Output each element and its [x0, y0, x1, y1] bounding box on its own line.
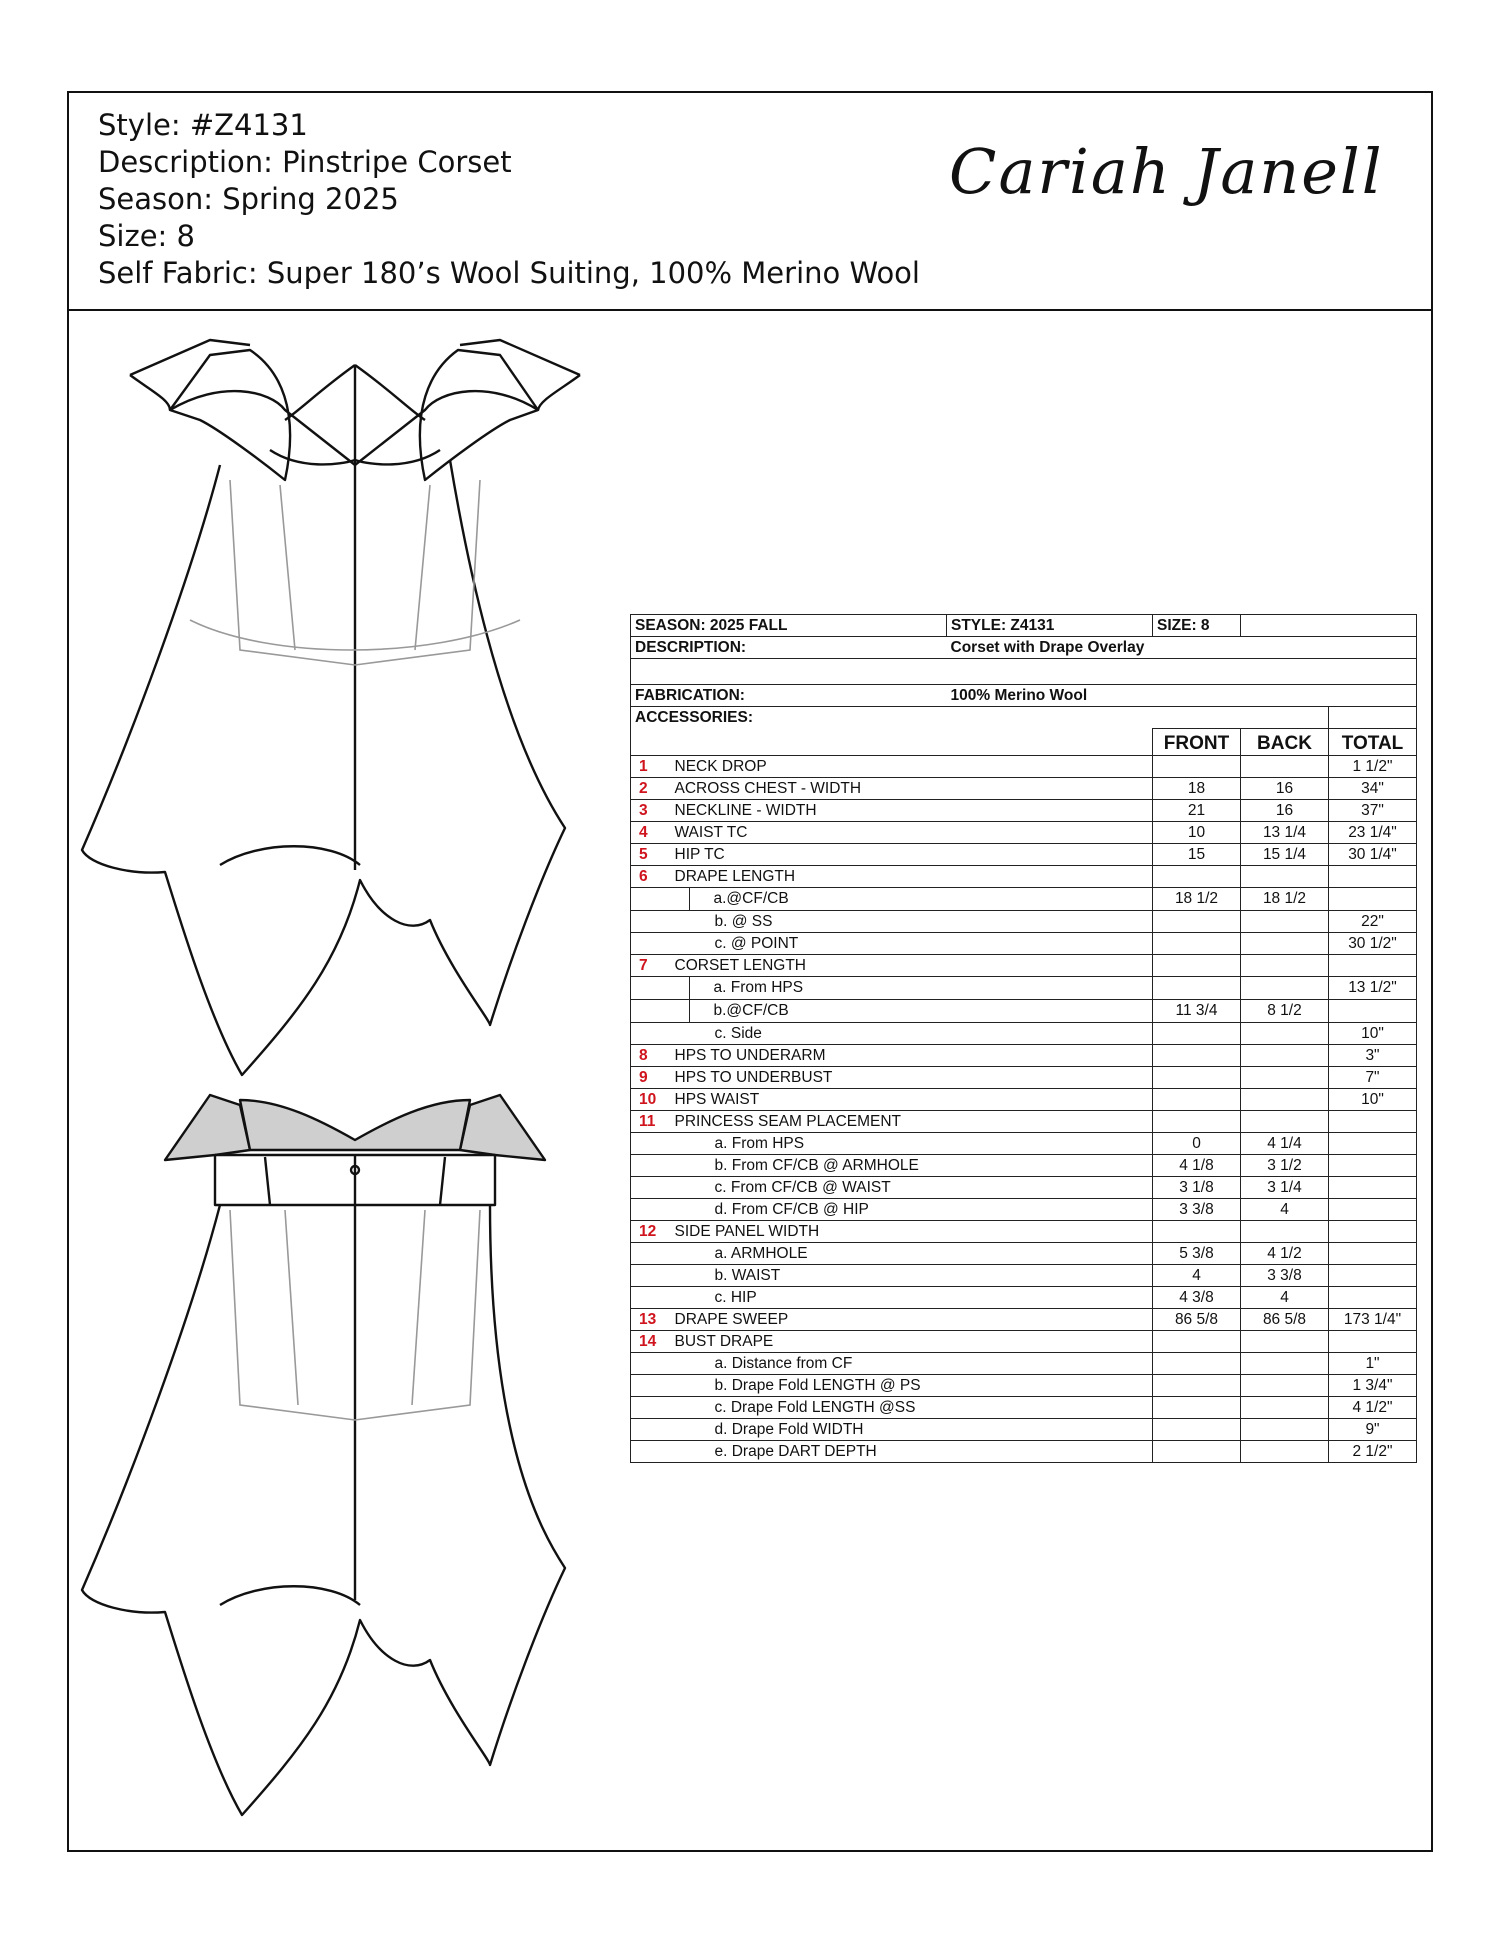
spec-header-row	[631, 615, 1417, 637]
front-flat-sketch	[70, 320, 630, 1080]
fabrication-label: FABRICATION:	[631, 685, 947, 707]
row-number	[631, 1353, 667, 1375]
column-header-row	[631, 729, 1417, 756]
row-back: 3 3/8	[1241, 1265, 1329, 1287]
row-total	[1329, 1199, 1417, 1221]
row-total: 37"	[1329, 800, 1417, 822]
season-cell: SEASON: 2025 FALL	[631, 615, 947, 637]
row-back: 16	[1241, 778, 1329, 800]
description-label: DESCRIPTION:	[631, 637, 947, 659]
measurement-row	[631, 1023, 1417, 1045]
measurement-row	[631, 822, 1417, 844]
row-label	[667, 888, 1153, 911]
row-front: 11 3/4	[1153, 1000, 1241, 1023]
row-label: CORSET LENGTH	[667, 955, 1153, 977]
row-total	[1329, 1177, 1417, 1199]
row-back	[1241, 866, 1329, 888]
left-shoulder	[130, 340, 250, 375]
row-back	[1241, 1023, 1329, 1045]
row-back	[1241, 1419, 1329, 1441]
row-front	[1153, 1111, 1241, 1133]
measurement-row	[631, 1111, 1417, 1133]
row-front	[1153, 977, 1241, 1000]
row-back	[1241, 977, 1329, 1000]
row-number	[631, 1000, 667, 1023]
measurement-row	[631, 1221, 1417, 1243]
row-total: 10"	[1329, 1089, 1417, 1111]
row-back: 15 1/4	[1241, 844, 1329, 866]
row-number	[631, 888, 667, 911]
row-back	[1241, 1221, 1329, 1243]
row-number	[631, 1265, 667, 1287]
row-total	[1329, 1331, 1417, 1353]
row-back	[1241, 1441, 1329, 1463]
row-total	[1329, 1155, 1417, 1177]
sub-divider	[689, 888, 690, 910]
row-number: 13	[631, 1309, 667, 1331]
measurement-row	[631, 778, 1417, 800]
row-label: d. From CF/CB @ HIP	[667, 1199, 1153, 1221]
sub-divider	[689, 1000, 690, 1022]
row-number: 2	[631, 778, 667, 800]
row-total: 22"	[1329, 911, 1417, 933]
row-label: c. Drape Fold LENGTH @SS	[667, 1397, 1153, 1419]
row-total: 1 3/4"	[1329, 1375, 1417, 1397]
row-back	[1241, 1353, 1329, 1375]
row-number	[631, 1419, 667, 1441]
accessories-row	[631, 707, 1417, 729]
measurement-row	[631, 1265, 1417, 1287]
brand-signature: Cariah Janell	[949, 135, 1384, 208]
row-number: 4	[631, 822, 667, 844]
size-cell: SIZE: 8	[1153, 615, 1241, 637]
row-front: 21	[1153, 800, 1241, 822]
row-number	[631, 1287, 667, 1309]
row-back: 4	[1241, 1287, 1329, 1309]
row-number	[631, 1397, 667, 1419]
row-label: HPS TO UNDERARM	[667, 1045, 1153, 1067]
row-back: 4 1/2	[1241, 1243, 1329, 1265]
row-back: 16	[1241, 800, 1329, 822]
row-number	[631, 1177, 667, 1199]
row-back: 18 1/2	[1241, 888, 1329, 911]
measurement-row	[631, 1331, 1417, 1353]
measurement-row	[631, 1177, 1417, 1199]
row-number	[631, 1441, 667, 1463]
right-shoulder	[460, 340, 580, 375]
row-label	[667, 1000, 1153, 1023]
row-label: c. @ POINT	[667, 933, 1153, 955]
row-front	[1153, 1023, 1241, 1045]
row-label: c. From CF/CB @ WAIST	[667, 1177, 1153, 1199]
row-back	[1241, 1375, 1329, 1397]
measurement-row	[631, 1441, 1417, 1463]
row-number: 10	[631, 1089, 667, 1111]
left-collar	[170, 350, 290, 480]
description-value: Corset with Drape Overlay	[947, 637, 1417, 659]
description-row	[631, 637, 1417, 659]
row-total	[1329, 955, 1417, 977]
row-label: a. ARMHOLE	[667, 1243, 1153, 1265]
row-back: 13 1/4	[1241, 822, 1329, 844]
measurement-row	[631, 1089, 1417, 1111]
measurement-row	[631, 1199, 1417, 1221]
fabrication-value: 100% Merino Wool	[947, 685, 1417, 707]
measurement-row	[631, 955, 1417, 977]
measurement-row	[631, 1243, 1417, 1265]
measurement-row	[631, 911, 1417, 933]
row-label: b. Drape Fold LENGTH @ PS	[667, 1375, 1153, 1397]
size-line: Size: 8	[98, 219, 195, 253]
row-total	[1329, 1265, 1417, 1287]
row-total	[1329, 1000, 1417, 1023]
row-total: 23 1/4"	[1329, 822, 1417, 844]
row-front: 4 1/8	[1153, 1155, 1241, 1177]
row-back: 3 1/2	[1241, 1155, 1329, 1177]
row-front	[1153, 1045, 1241, 1067]
row-label: NECK DROP	[667, 756, 1153, 778]
row-front: 3 1/8	[1153, 1177, 1241, 1199]
right-collar	[420, 350, 538, 480]
row-number: 3	[631, 800, 667, 822]
row-back: 86 5/8	[1241, 1309, 1329, 1331]
row-number: 5	[631, 844, 667, 866]
row-label: b. From CF/CB @ ARMHOLE	[667, 1155, 1153, 1177]
row-number	[631, 933, 667, 955]
measurement-row	[631, 1353, 1417, 1375]
row-total: 10"	[1329, 1023, 1417, 1045]
row-label: DRAPE LENGTH	[667, 866, 1153, 888]
row-front	[1153, 756, 1241, 778]
row-number: 14	[631, 1331, 667, 1353]
row-total: 7"	[1329, 1067, 1417, 1089]
row-back	[1241, 1067, 1329, 1089]
row-front: 5 3/8	[1153, 1243, 1241, 1265]
row-back	[1241, 756, 1329, 778]
row-back	[1241, 1397, 1329, 1419]
row-front	[1153, 933, 1241, 955]
row-front	[1153, 1419, 1241, 1441]
row-back: 4	[1241, 1199, 1329, 1221]
row-front: 18 1/2	[1153, 888, 1241, 911]
row-total: 3"	[1329, 1045, 1417, 1067]
row-label: HPS WAIST	[667, 1089, 1153, 1111]
row-label: NECKLINE - WIDTH	[667, 800, 1153, 822]
row-number: 7	[631, 955, 667, 977]
row-front	[1153, 1375, 1241, 1397]
row-label: SIDE PANEL WIDTH	[667, 1221, 1153, 1243]
row-total: 4 1/2"	[1329, 1397, 1417, 1419]
measurement-row	[631, 1419, 1417, 1441]
row-total: 13 1/2"	[1329, 977, 1417, 1000]
row-number	[631, 1199, 667, 1221]
measurement-row	[631, 844, 1417, 866]
row-label: b. @ SS	[667, 911, 1153, 933]
measurement-row	[631, 1287, 1417, 1309]
row-label: DRAPE SWEEP	[667, 1309, 1153, 1331]
measurement-row	[631, 977, 1417, 1000]
row-label: HIP TC	[667, 844, 1153, 866]
row-number	[631, 977, 667, 1000]
row-front	[1153, 1397, 1241, 1419]
row-label-text: a. From HPS	[713, 979, 804, 997]
row-number	[631, 1133, 667, 1155]
row-front	[1153, 1221, 1241, 1243]
fabrication-row	[631, 685, 1417, 707]
style-cell: STYLE: Z4131	[947, 615, 1153, 637]
measurement-row	[631, 1045, 1417, 1067]
row-label: WAIST TC	[667, 822, 1153, 844]
accessories-label: ACCESSORIES:	[631, 707, 1329, 729]
row-back: 3 1/4	[1241, 1177, 1329, 1199]
drape-outline	[82, 460, 565, 1075]
row-front: 4	[1153, 1265, 1241, 1287]
row-back	[1241, 955, 1329, 977]
col-front: FRONT	[1153, 729, 1241, 756]
row-back	[1241, 1331, 1329, 1353]
row-front	[1153, 1353, 1241, 1375]
row-number	[631, 911, 667, 933]
row-total	[1329, 866, 1417, 888]
row-label	[667, 977, 1153, 1000]
row-total	[1329, 1287, 1417, 1309]
row-label: a. Distance from CF	[667, 1353, 1153, 1375]
row-label: e. Drape DART DEPTH	[667, 1441, 1153, 1463]
measurement-row	[631, 1133, 1417, 1155]
row-total	[1329, 1133, 1417, 1155]
measurement-row	[631, 1375, 1417, 1397]
hem-line	[220, 846, 360, 865]
description-line: Description: Pinstripe Corset	[98, 145, 512, 179]
row-front: 10	[1153, 822, 1241, 844]
row-front: 4 3/8	[1153, 1287, 1241, 1309]
season-line: Season: Spring 2025	[98, 182, 399, 216]
sub-divider	[689, 977, 690, 999]
row-number	[631, 1023, 667, 1045]
row-label: HPS TO UNDERBUST	[667, 1067, 1153, 1089]
row-back: 4 1/4	[1241, 1133, 1329, 1155]
row-number	[631, 1155, 667, 1177]
row-total	[1329, 888, 1417, 911]
row-total: 30 1/4"	[1329, 844, 1417, 866]
row-label: PRINCESS SEAM PLACEMENT	[667, 1111, 1153, 1133]
row-total: 34"	[1329, 778, 1417, 800]
measurement-row	[631, 933, 1417, 955]
measurement-row	[631, 1155, 1417, 1177]
measurement-row	[631, 866, 1417, 888]
row-front	[1153, 955, 1241, 977]
row-label-text: b.@CF/CB	[713, 1002, 789, 1020]
row-front: 0	[1153, 1133, 1241, 1155]
row-front: 86 5/8	[1153, 1309, 1241, 1331]
measurement-row	[631, 1000, 1417, 1023]
row-back	[1241, 1089, 1329, 1111]
row-front	[1153, 1067, 1241, 1089]
header-block	[69, 93, 1431, 311]
col-total: TOTAL	[1329, 729, 1417, 756]
back-facing	[240, 1100, 470, 1150]
row-front	[1153, 911, 1241, 933]
row-label: b. WAIST	[667, 1265, 1153, 1287]
row-front	[1153, 1331, 1241, 1353]
row-label: ACROSS CHEST - WIDTH	[667, 778, 1153, 800]
row-back	[1241, 933, 1329, 955]
fabric-line: Self Fabric: Super 180’s Wool Suiting, 100% Merino Wool	[98, 256, 920, 290]
row-label-text: a.@CF/CB	[713, 890, 789, 908]
back-left-wing	[165, 1095, 250, 1160]
row-back	[1241, 911, 1329, 933]
measurement-row	[631, 800, 1417, 822]
row-number: 12	[631, 1221, 667, 1243]
row-total: 2 1/2"	[1329, 1441, 1417, 1463]
back-right-wing	[460, 1095, 545, 1160]
row-number	[631, 1375, 667, 1397]
row-front	[1153, 1089, 1241, 1111]
row-total: 9"	[1329, 1419, 1417, 1441]
row-total: 1 1/2"	[1329, 756, 1417, 778]
measurement-row	[631, 1397, 1417, 1419]
row-total	[1329, 1111, 1417, 1133]
row-back	[1241, 1111, 1329, 1133]
row-number: 1	[631, 756, 667, 778]
row-label: BUST DRAPE	[667, 1331, 1153, 1353]
row-total	[1329, 1243, 1417, 1265]
row-number: 11	[631, 1111, 667, 1133]
row-label: a. From HPS	[667, 1133, 1153, 1155]
style-line: Style: #Z4131	[98, 108, 308, 142]
row-number: 6	[631, 866, 667, 888]
row-label: c. Side	[667, 1023, 1153, 1045]
measurement-row	[631, 756, 1417, 778]
row-total: 173 1/4"	[1329, 1309, 1417, 1331]
row-total	[1329, 1221, 1417, 1243]
row-label: c. HIP	[667, 1287, 1153, 1309]
row-total: 1"	[1329, 1353, 1417, 1375]
row-number	[631, 1243, 667, 1265]
measurement-row	[631, 1067, 1417, 1089]
row-front: 3 3/8	[1153, 1199, 1241, 1221]
measurement-row	[631, 1309, 1417, 1331]
row-front	[1153, 1441, 1241, 1463]
row-front	[1153, 866, 1241, 888]
row-number: 9	[631, 1067, 667, 1089]
row-number: 8	[631, 1045, 667, 1067]
row-label: d. Drape Fold WIDTH	[667, 1419, 1153, 1441]
col-back: BACK	[1241, 729, 1329, 756]
back-flat-sketch	[70, 1060, 630, 1820]
row-front: 15	[1153, 844, 1241, 866]
row-front: 18	[1153, 778, 1241, 800]
measurement-row	[631, 888, 1417, 911]
back-drape-outline	[82, 1205, 565, 1815]
spec-table	[630, 614, 1417, 1463]
row-back	[1241, 1045, 1329, 1067]
row-back: 8 1/2	[1241, 1000, 1329, 1023]
row-total: 30 1/2"	[1329, 933, 1417, 955]
